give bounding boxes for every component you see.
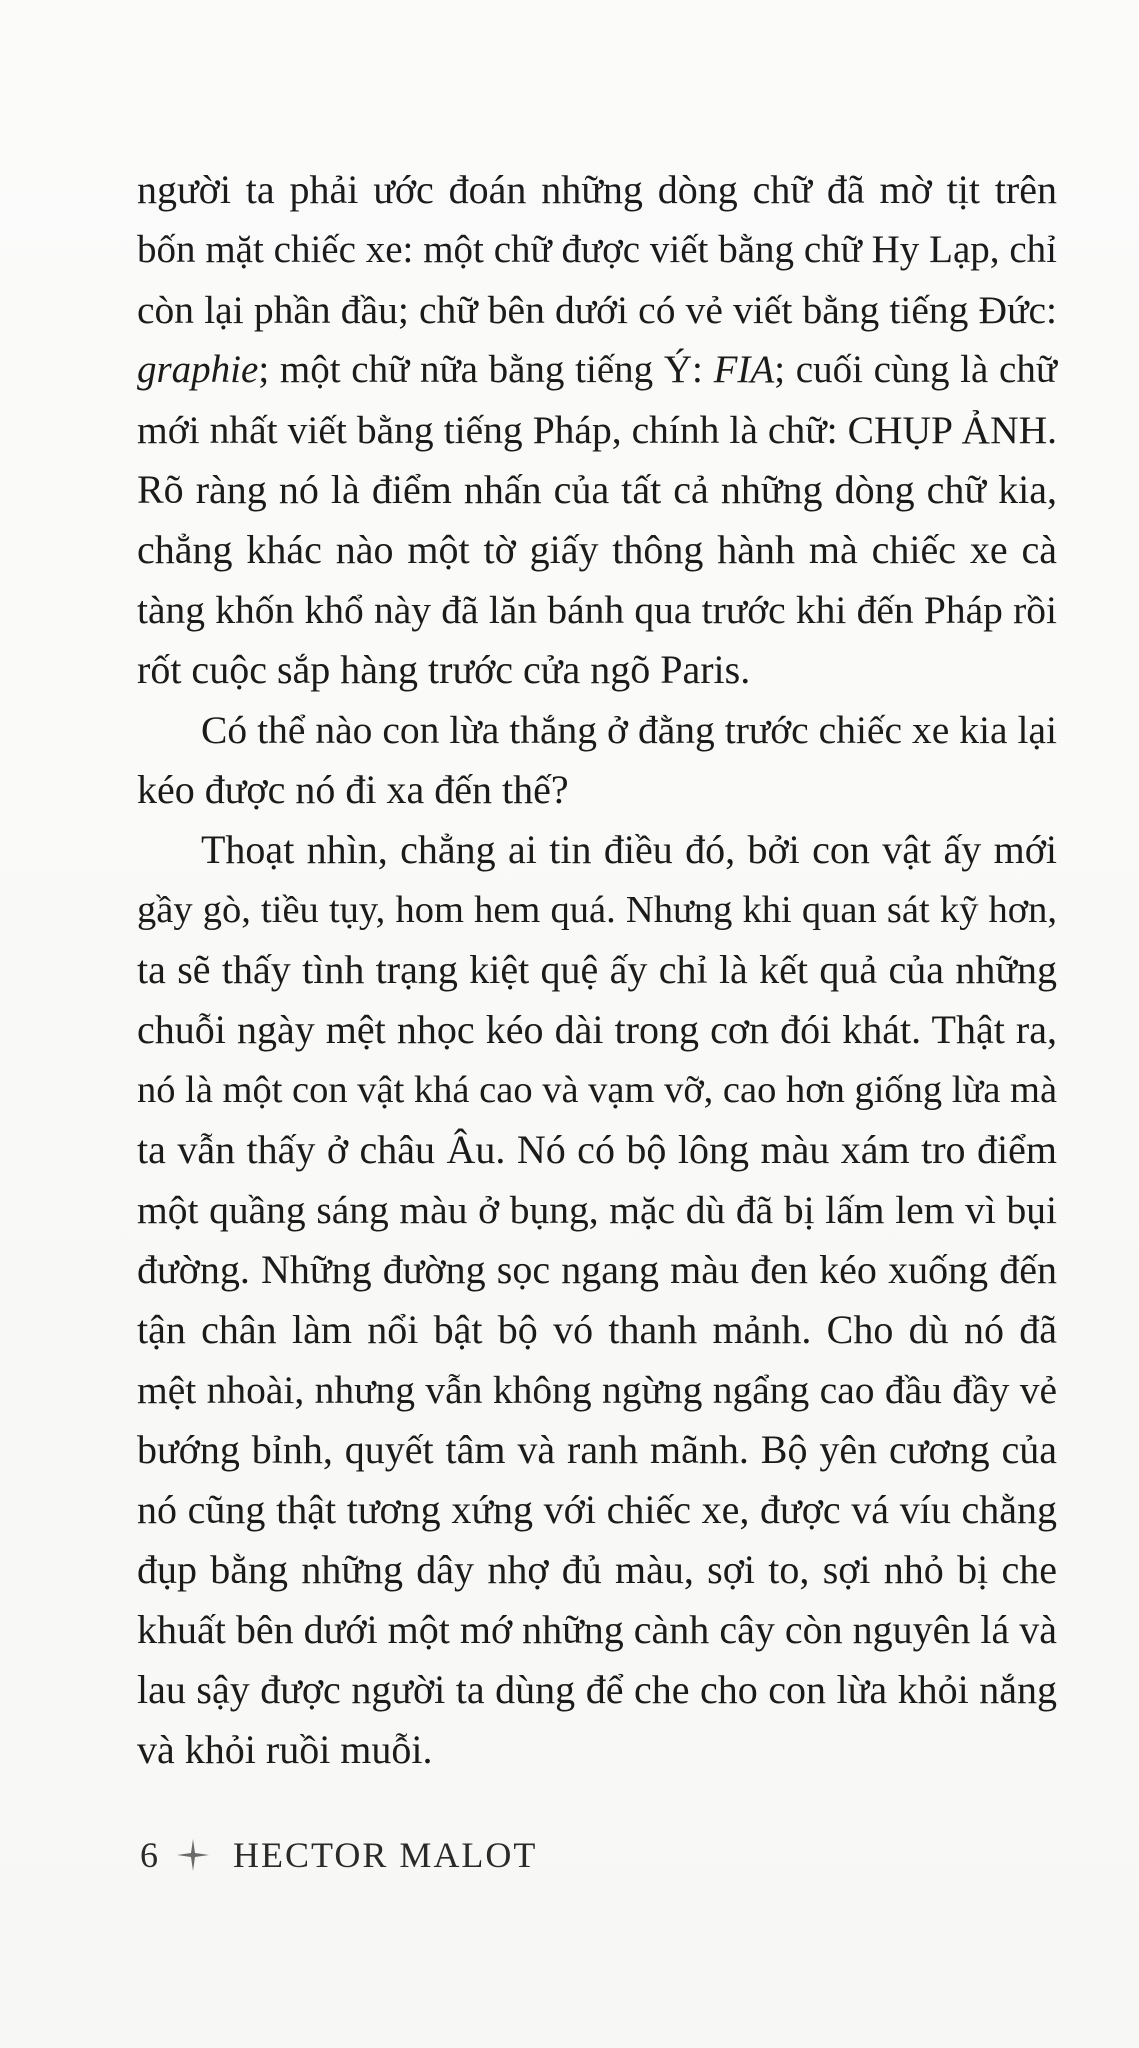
text-line: mới nhất viết bằng tiếng Pháp, chính là chữ: CHỤP ẢNH. xyxy=(137,408,1057,452)
text-line: nó cũng thật tương xứng với chiếc xe, được vá víu chằng xyxy=(137,1487,1057,1532)
text-line: ta vẫn thấy ở châu Âu. Nó có bộ lông màu xám tro điểm xyxy=(137,1127,1057,1172)
text-line: người ta phải ước đoán những dòng chữ đã mờ tịt trên xyxy=(137,167,1057,212)
italic-word: graphie xyxy=(137,348,259,391)
text-line: tàng khốn khổ này đã lăn bánh qua trước khi đến Pháp rồi xyxy=(137,588,1057,632)
author-name: HECTOR MALOT xyxy=(233,1835,538,1875)
text-line: lau sậy được người ta dùng để che cho con lừa khỏi nắng xyxy=(137,1667,1057,1712)
text-line: rốt cuộc sắp hàng trước cửa ngõ Paris. xyxy=(137,647,751,692)
text-line: ta sẽ thấy tình trạng kiệt quệ ấy chỉ là kết quả của những xyxy=(137,947,1057,992)
text-line: gầy gò, tiều tụy, hom hem quá. Nhưng khi quan sát kỹ hơn, xyxy=(137,889,1057,931)
text-line: đụp bằng những dây nhợ đủ màu, sợi to, sợi nhỏ bị che xyxy=(137,1547,1057,1592)
star-ornament-icon xyxy=(175,1837,211,1873)
text-line: đường. Những đường sọc ngang màu đen kéo xuống đến xyxy=(137,1247,1057,1292)
text-line: nó là một con vật khá cao và vạm vỡ, cao hơn giống lừa mà xyxy=(137,1069,1058,1111)
text-line: graphie; một chữ nữa bằng tiếng Ý: FIA; cuối cùng là chữ xyxy=(137,348,1057,391)
text-line: khuất bên dưới một mớ những cành cây còn nguyên lá và xyxy=(137,1607,1057,1652)
text-line: tận chân làm nổi bật bộ vó thanh mảnh. Cho dù nó đã xyxy=(137,1307,1057,1352)
page-footer xyxy=(140,1830,537,1880)
text-line: Có thể nào con lừa thắng ở đằng trước chiếc xe kia lại xyxy=(201,708,1057,752)
text-line: kéo được nó đi xa đến thế? xyxy=(137,767,569,812)
text-line: mệt nhoài, nhưng vẫn không ngừng ngẩng cao đầu đầy vẻ xyxy=(137,1368,1057,1412)
text-line: chẳng khác nào một tờ giấy thông hành mà chiếc xe cà xyxy=(137,527,1057,572)
text-line: Rõ ràng nó là điểm nhấn của tất cả những dòng chữ kia, xyxy=(137,467,1057,512)
text-line: còn lại phần đầu; chữ bên dưới có vẻ viết bằng tiếng Đức: xyxy=(137,288,1057,332)
text-line: và khỏi ruồi muỗi. xyxy=(137,1727,433,1772)
text-line: chuỗi ngày mệt nhọc kéo dài trong cơn đói khát. Thật ra, xyxy=(137,1007,1057,1052)
text-line: một quầng sáng màu ở bụng, mặc dù đã bị lấm lem vì bụi xyxy=(137,1188,1057,1232)
italic-word: FIA xyxy=(713,348,775,391)
text-line: bướng bỉnh, quyết tâm và ranh mãnh. Bộ yên cương của xyxy=(137,1427,1057,1472)
page-number: 6 xyxy=(140,1835,159,1875)
body-text xyxy=(137,160,1057,1780)
text-line: bốn mặt chiếc xe: một chữ được viết bằng chữ Hy Lạp, chỉ xyxy=(137,228,1057,271)
text-line: Thoạt nhìn, chẳng ai tin điều đó, bởi con vật ấy mới xyxy=(201,827,1057,872)
